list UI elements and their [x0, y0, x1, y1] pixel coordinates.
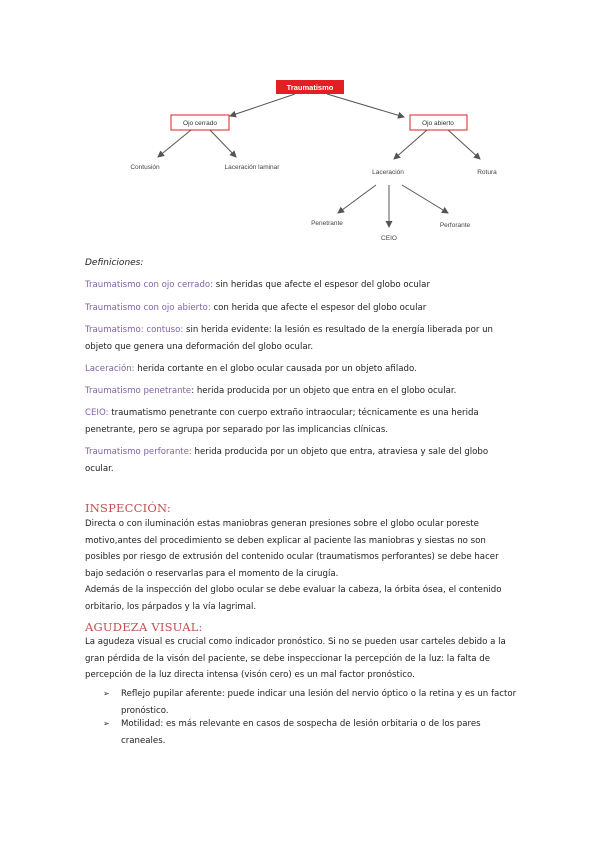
- arrow-to-penetrating: [338, 185, 376, 213]
- definition-item: [85, 277, 515, 294]
- definition-text: sin heridas que afecte el espesor del globo ocular: [213, 280, 430, 290]
- definition-term: Laceración:: [85, 364, 135, 374]
- definition-item: [85, 300, 515, 317]
- penetrating-node-label: Penetrante: [311, 220, 343, 227]
- visual-acuity-title: AGUDEZA VISUAL:: [85, 620, 203, 634]
- closed-eye-node-label: Ojo cerrado: [183, 120, 217, 127]
- arrow-to-laceration: [394, 130, 427, 159]
- root-node-label: Traumatismo: [286, 83, 334, 92]
- definition-item: [85, 405, 515, 438]
- arrow-to-contusion: [158, 130, 191, 157]
- list-item-text: Motilidad: es más relevante en casos de sospecha de lesión orbitaria o de los pares craneales.: [121, 719, 481, 746]
- lamellar-laceration-node-label: Laceración laminar: [224, 164, 280, 171]
- ceio-node-label: CEIO: [381, 235, 397, 242]
- rupture-node-label: Rotura: [477, 169, 497, 176]
- definition-term: Traumatismo perforante:: [85, 447, 192, 457]
- definition-term: Traumatismo penetrante: [85, 386, 192, 396]
- arrow-to-perforating: [402, 185, 448, 213]
- definition-text: sin herida evidente: la lesión es resultado de la energía liberada por un objeto que genera una deformación del globo ocular.: [85, 325, 493, 352]
- definition-term: Traumatismo: contuso:: [85, 325, 184, 335]
- trauma-classification-diagram: [0, 0, 600, 250]
- perforating-node-label: Perforante: [439, 222, 471, 229]
- list-item: [103, 686, 517, 719]
- arrow-to-open: [327, 94, 404, 117]
- definition-text: herida cortante en el globo ocular causada por un objeto afilado.: [134, 364, 417, 374]
- definitions-heading: Definiciones:: [85, 258, 144, 268]
- definition-item: [85, 383, 515, 400]
- definition-term: Traumatismo con ojo cerrado:: [85, 280, 214, 290]
- contusion-node-label: Contusión: [130, 164, 160, 171]
- definition-term: CEIO:: [85, 408, 109, 418]
- inspection-title: INSPECCIÓN:: [85, 501, 171, 515]
- definition-item: [85, 444, 515, 477]
- inspection-paragraph-2: Además de la inspección del globo ocular se debe evaluar la cabeza, la órbita ósea, el contenido orbitario, los párpados y la vía lagrimal.: [85, 585, 502, 612]
- list-item: [103, 716, 517, 749]
- arrow-bullet-icon: ➢: [103, 719, 110, 728]
- definition-item: [85, 361, 515, 378]
- definition-item: [85, 322, 515, 355]
- laceration-node-label: Laceración: [372, 169, 404, 176]
- definition-term: Traumatismo con ojo abierto:: [85, 303, 211, 313]
- definition-text: herida producida por un objeto que entra, atraviesa y sale del globo ocular.: [85, 447, 489, 474]
- arrow-to-rupture: [448, 130, 480, 159]
- definition-text: : herida producida por un objeto que entra en el globo ocular.: [191, 386, 457, 396]
- open-eye-node-label: Ojo abierto: [422, 120, 454, 127]
- arrow-bullet-icon: ➢: [103, 689, 110, 698]
- definition-text: con herida que afecte el espesor del globo ocular: [210, 303, 427, 313]
- inspection-paragraph-1: Directa o con iluminación estas maniobras generan presiones sobre el globo ocular poreste motivo,antes del procedimiento se deben explicar al paciente las maniobras y siestas no son posibles por riesgo de extrusión del contenido ocular (traumatismos perforantes) se debe hacer bajo sedación o reservarlas para el momento de la cirugía.: [85, 519, 499, 579]
- definition-text: traumatismo penetrante con cuerpo extraño intraocular; técnicamente es una herida penetrante, pero se agrupa por separado por las implicancias clínicas.: [85, 408, 479, 435]
- arrow-to-lamellar: [210, 130, 236, 157]
- list-item-text: Reflejo pupilar aferente: puede indicar una lesión del nervio óptico o la retina y es un factor pronóstico.: [121, 689, 517, 716]
- visual-acuity-paragraph: La agudeza visual es crucial como indicador pronóstico. Si no se pueden usar carteles debido a la gran pérdida de la visón del paciente, se debe inspeccionar la percepción de la luz: la falta de percepción de la luz directa intensa (visón cero) es un mal factor pronóstico.: [85, 637, 506, 680]
- arrow-to-closed: [230, 94, 295, 116]
